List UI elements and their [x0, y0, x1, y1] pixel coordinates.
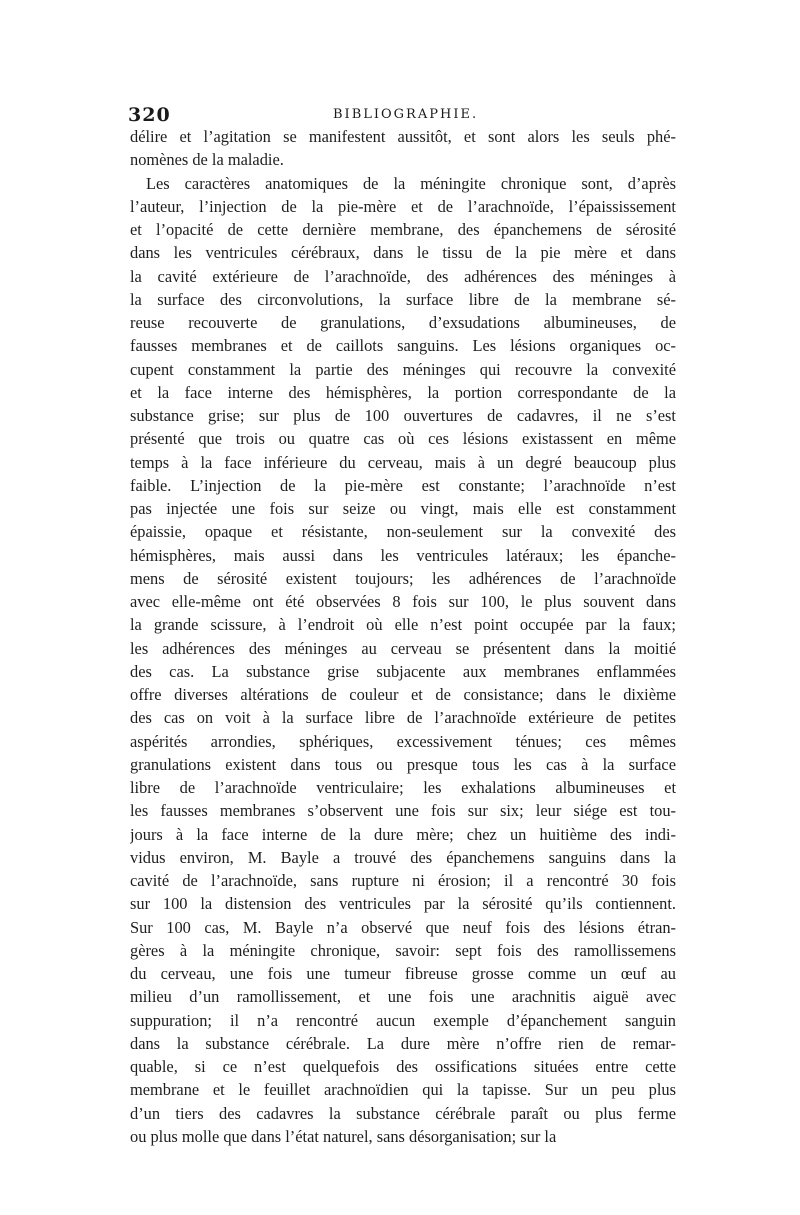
text-line: les fausses membranes s’observent une fois sur six; leur siége est tou-	[130, 801, 676, 821]
running-head	[128, 104, 676, 126]
running-title: BIBLIOGRAPHIE.	[333, 107, 479, 122]
text-line: granulations existent dans tous ou presque tous les cas à la surface	[130, 754, 676, 774]
text-line: aspérités arrondies, sphériques, excessivement ténues; ces mêmes	[130, 731, 676, 751]
text-line: cupent constamment la partie des méninges qui recouvre la convexité	[130, 359, 676, 379]
text-line: délire et l’agitation se manifestent aussitôt, et sont alors les seuls phé-	[130, 127, 676, 146]
text-line: offre diverses altérations de couleur et de consistance; dans le dixième	[130, 685, 676, 704]
body-text	[130, 125, 676, 1148]
text-line: quable, si ce n’est quelquefois des ossifications situées entre cette	[130, 1057, 676, 1076]
text-line: avec elle-même ont été observées 8 fois sur 100, le plus souvent dans	[130, 592, 676, 611]
text-line: dans la substance cérébrale. La dure mère n’offre rien de remar-	[130, 1033, 676, 1053]
text-line: des cas on voit à la surface libre de l’arachnoïde extérieure de petites	[130, 708, 676, 728]
text-line: jours à la face interne de la dure mère; chez un huitième des indi-	[130, 824, 676, 844]
text-line: vidus environ, M. Bayle a trouvé des épanchemens sanguins dans la	[130, 847, 676, 867]
text-line: les adhérences des méninges au cerveau se présentent dans la moitié	[130, 638, 676, 658]
text-line: la grande scissure, à l’endroit où elle n’est point occupée par la faux;	[130, 615, 676, 635]
text-line: fausses membranes et de caillots sanguins. Les lésions organiques oc-	[130, 336, 676, 356]
text-line: et la face interne des hémisphères, la portion correspondante de la	[130, 382, 676, 402]
text-line: la cavité extérieure de l’arachnoïde, des adhérences des méninges à	[130, 266, 676, 286]
text-line: dans les ventricules cérébraux, dans le tissu de la pie mère et dans	[130, 243, 676, 263]
text-line: milieu d’un ramollissement, et une fois une arachnitis aiguë avec	[130, 987, 676, 1007]
text-line: cavité de l’arachnoïde, sans rupture ni érosion; il a rencontré 30 fois	[130, 871, 676, 890]
text-line: membrane et le feuillet arachnoïdien qui la tapisse. Sur un peu plus	[130, 1080, 676, 1100]
text-line: temps à la face inférieure du cerveau, mais à un degré beaucoup plus	[130, 452, 676, 472]
text-line: libre de l’arachnoïde ventriculaire; les exhalations albumineuses et	[130, 778, 676, 797]
text-line: reuse recouverte de granulations, d’exsudations albumineuses, de	[130, 313, 676, 332]
text-line: l’auteur, l’injection de la pie-mère et de l’arachnoïde, l’épaississement	[130, 196, 676, 216]
text-line: gères à la méningite chronique, savoir: sept fois des ramollissemens	[130, 940, 676, 960]
text-line: mens de sérosité existent toujours; les adhérences de l’arachnoïde	[130, 568, 676, 588]
text-line: présenté que trois ou quatre cas où ces lésions existassent en même	[130, 429, 676, 449]
text-line: nomènes de la maladie.	[130, 150, 284, 170]
text-line: d’un tiers des cadavres la substance cérébrale paraît ou plus ferme	[130, 1103, 676, 1123]
text-line: substance grise; sur plus de 100 ouvertures de cadavres, il ne s’est	[130, 406, 676, 425]
text-line: faible. L’injection de la pie-mère est constante; l’arachnoïde n’est	[130, 475, 676, 495]
text-line: Sur 100 cas, M. Bayle n’a observé que neuf fois des lésions étran-	[130, 917, 676, 937]
text-line: hémisphères, mais aussi dans les ventricules latéraux; les épanche-	[130, 545, 676, 565]
text-line: épaissie, opaque et résistante, non-seulement sur la convexité des	[130, 522, 676, 542]
text-line: sur 100 la distension des ventricules par la sérosité qu’ils contiennent.	[130, 894, 676, 914]
text-line: du cerveau, une fois une tumeur fibreuse grosse comme un œuf au	[130, 964, 676, 983]
text-line: et l’opacité de cette dernière membrane, des épanchemens de sérosité	[130, 220, 676, 239]
text-line: des cas. La substance grise subjacente aux membranes enflammées	[130, 661, 676, 681]
text-line: suppuration; il n’a rencontré aucun exemple d’épanchement sanguin	[130, 1010, 676, 1030]
text-line: pas injectée une fois sur seize ou vingt, mais elle est constamment	[130, 499, 676, 518]
page-number: 320	[128, 104, 171, 126]
text-line: Les caractères anatomiques de la méningite chronique sont, d’après	[146, 173, 676, 193]
text-line: la surface des circonvolutions, la surface libre de la membrane sé-	[130, 289, 676, 309]
text-line: ou plus molle que dans l’état naturel, sans désorganisation; sur la	[130, 1126, 557, 1146]
